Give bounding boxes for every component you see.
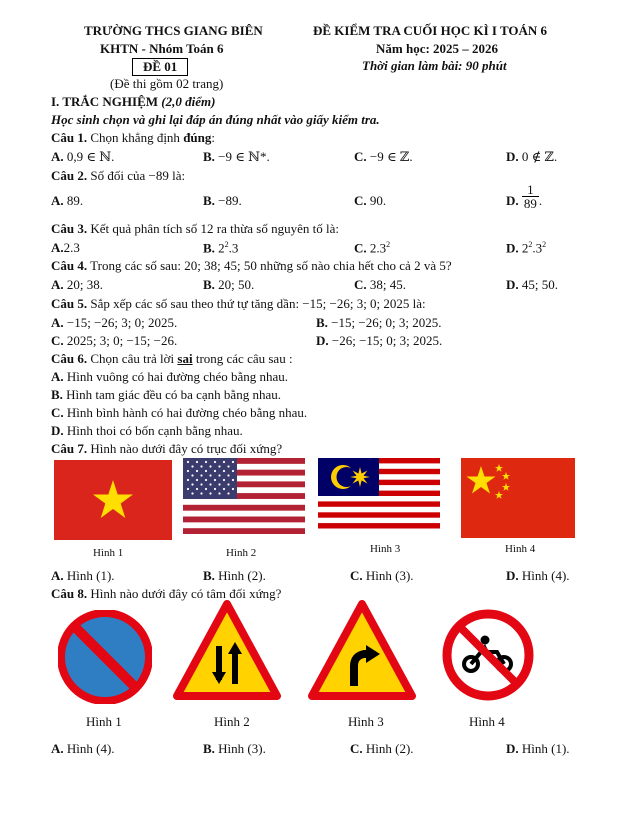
q2-option-d-fraction [522, 183, 539, 210]
section-points: (2,0 điểm) [161, 94, 216, 109]
q8-option-b [203, 741, 266, 757]
school-name: TRƯỜNG THCS GIANG BIÊN [84, 23, 263, 38]
q8-caption-2: Hình 2 [214, 714, 250, 729]
q7-option-c-text: Hình (3). [365, 568, 414, 583]
q1-option-c [354, 149, 413, 165]
q1-option-b-text: −9 ∈ ℕ*. [218, 149, 270, 164]
section-title-main: I. TRẮC NGHIỆM [51, 94, 159, 109]
question-5-text: Sắp xếp các số sau theo thứ tự tăng dần: −15; −26; 3; 0; 2025 là: [90, 296, 426, 311]
q3-option-d-letter: D. [506, 240, 519, 256]
q5-option-c [51, 333, 177, 349]
q1-option-a-letter: A. [51, 149, 64, 164]
q6-option-d-text: Hình thoi có bốn cạnh bằng nhau. [66, 423, 243, 438]
question-4-text: Trong các số sau: 20; 38; 45; 50 những số nào chia hết cho cả 2 và 5? [90, 258, 452, 273]
q7-option-d-text: Hình (4). [521, 568, 570, 583]
question-1-label: Câu 1. [51, 130, 88, 145]
q1-option-b [203, 149, 270, 165]
q2-fraction-numerator: 1 [522, 183, 539, 197]
q3-option-b-letter: B. [203, 240, 215, 256]
question-2 [51, 168, 185, 184]
q7-option-b [203, 568, 266, 584]
q7-option-d-letter: D. [506, 568, 519, 583]
q4-option-b-text: 20; 50. [218, 277, 255, 292]
q4-option-c-text: 38; 45. [369, 277, 407, 292]
q7-option-b-text: Hình (2). [218, 568, 266, 583]
q5-option-a-text: −15; −26; 3; 0; 2025. [66, 315, 178, 330]
q5-option-d-letter: D. [316, 333, 329, 348]
q6-option-b-text: Hình tam giác đều có ba cạnh bằng nhau. [66, 387, 281, 402]
q7-option-b-letter: B. [203, 568, 215, 583]
question-6-pre: Chọn câu trả lời [90, 351, 175, 366]
q1-option-a-text: 0,9 ∈ ℕ. [66, 149, 115, 164]
q3-option-a [51, 240, 80, 256]
q3-option-a-text: 2.3 [63, 240, 80, 255]
q2-option-c-text: 90. [369, 193, 387, 208]
q1-option-b-letter: B. [203, 149, 215, 164]
vietnam-flag-icon [54, 460, 172, 540]
q6-option-a-text: Hình vuông có hai đường chéo bằng nhau. [66, 369, 289, 384]
q8-option-c-text: Hình (2). [365, 741, 414, 756]
question-3-label: Câu 3. [51, 221, 88, 236]
question-2-text: Số đối của −89 là: [90, 168, 186, 183]
page-count: (Đề thi gồm 02 trang) [110, 76, 224, 91]
q8-caption-4: Hình 4 [469, 714, 505, 729]
question-7-label: Câu 7. [51, 441, 88, 456]
q4-option-a-text: 20; 38. [66, 277, 104, 292]
q8-option-a [51, 741, 115, 757]
q5-option-c-text: 2025; 3; 0; −15; −26. [66, 333, 178, 348]
q4-option-d-text: 45; 50. [521, 277, 559, 292]
question-5-label: Câu 5. [51, 296, 88, 311]
q3-option-b-base: 2 [218, 240, 225, 256]
no-motorcycle-sign-icon [441, 608, 535, 702]
q2-option-b-letter: B. [203, 193, 215, 208]
question-1-emphasis: đúng [183, 130, 212, 145]
q2-option-a-text: 89. [66, 193, 84, 208]
q3-option-c-exponent: 2 [386, 240, 391, 249]
q5-option-d-text: −26; −15; 0; 3; 2025. [331, 333, 443, 348]
q7-caption-1: Hình 1 [93, 547, 124, 559]
q3-option-d-base: 2 [521, 240, 529, 256]
exam-title: ĐỀ KIỂM TRA CUỐI HỌC KÌ I TOÁN 6 [313, 23, 548, 38]
q8-option-d-letter: D. [506, 741, 519, 756]
school-year: Năm học: 2025 – 2026 [376, 41, 499, 56]
q7-caption-2: Hình 2 [226, 547, 257, 559]
q3-option-b-exponent: 2 [224, 240, 229, 249]
q1-option-c-letter: C. [354, 149, 367, 164]
q4-option-c [354, 277, 406, 293]
q5-option-b-letter: B. [316, 315, 328, 330]
q3-option-d-exponent-1: 2 [528, 240, 533, 249]
q8-option-a-text: Hình (4). [66, 741, 115, 756]
q7-option-c [350, 568, 414, 584]
q6-option-a [51, 369, 288, 385]
question-6-post: trong các câu sau : [195, 351, 293, 366]
q7-option-c-letter: C. [350, 568, 363, 583]
q1-option-c-text: −9 ∈ ℤ. [369, 149, 413, 164]
q7-option-a-text: Hình (1). [66, 568, 115, 583]
question-6-label: Câu 6. [51, 351, 88, 366]
q8-option-d-text: Hình (1). [521, 741, 570, 756]
q5-option-a-letter: A. [51, 315, 64, 330]
q6-option-b [51, 387, 281, 403]
q6-option-a-letter: A. [51, 369, 64, 384]
question-1-colon: : [211, 130, 216, 145]
question-6 [51, 351, 293, 367]
q3-option-a-letter: A. [51, 240, 64, 255]
no-parking-sign-icon [58, 610, 152, 704]
right-bend-sign-icon [308, 600, 416, 700]
q2-option-a-letter: A. [51, 193, 64, 208]
q2-option-b-text: −89. [218, 193, 242, 208]
q4-option-a-letter: A. [51, 277, 64, 292]
usa-flag-icon [183, 458, 305, 534]
q3-option-b [203, 240, 238, 256]
q7-option-d [506, 568, 570, 584]
q1-option-a [51, 149, 114, 165]
q2-option-d-end: . [538, 193, 543, 208]
q6-option-c-letter: C. [51, 405, 64, 420]
question-1-text: Chọn khẳng định [90, 130, 180, 145]
q5-option-a [51, 315, 177, 331]
q6-option-d-letter: D. [51, 423, 64, 438]
two-way-traffic-sign-icon [173, 600, 281, 700]
q3-option-d-mid: .3 [532, 240, 543, 256]
q4-option-b [203, 277, 254, 293]
q6-option-b-letter: B. [51, 387, 63, 402]
q4-option-d-letter: D. [506, 277, 519, 292]
q3-option-b-rest: .3 [228, 240, 239, 256]
q1-option-d-letter: D. [506, 149, 519, 164]
malaysia-flag-icon [318, 458, 440, 534]
question-8-label: Câu 8. [51, 586, 88, 601]
q8-option-b-text: Hình (3). [218, 741, 266, 756]
question-3 [51, 221, 339, 237]
q8-option-c-letter: C. [350, 741, 363, 756]
q2-option-d-letter: D. [506, 193, 519, 208]
section-title [51, 94, 215, 110]
q3-option-d [506, 240, 546, 256]
question-6-emphasis: sai [177, 351, 193, 366]
q6-option-d [51, 423, 243, 439]
question-2-label: Câu 2. [51, 168, 88, 183]
q4-option-b-letter: B. [203, 277, 215, 292]
question-7 [51, 441, 282, 457]
q6-option-c-text: Hình bình hành có hai đường chéo bằng nhau. [66, 405, 308, 420]
q8-option-b-letter: B. [203, 741, 215, 756]
q3-option-d-exponent-2: 2 [542, 240, 547, 249]
q8-caption-3: Hình 3 [348, 714, 384, 729]
q7-option-a-letter: A. [51, 568, 64, 583]
q3-option-c-base: 2.3 [369, 240, 387, 256]
q5-option-c-letter: C. [51, 333, 64, 348]
china-flag-icon [461, 458, 575, 538]
q2-option-a [51, 193, 83, 209]
question-7-text: Hình nào dưới đây có trục đối xứng? [90, 441, 283, 456]
q8-option-c [350, 741, 414, 757]
section-instruction: Học sinh chọn và ghi lại đáp án đúng nhất vào giấy kiểm tra. [51, 112, 380, 127]
q4-option-c-letter: C. [354, 277, 367, 292]
question-4-label: Câu 4. [51, 258, 88, 273]
exam-code: ĐỀ 01 [132, 58, 188, 76]
question-8-text: Hình nào dưới đây có tâm đối xứng? [90, 586, 282, 601]
q5-option-b-text: −15; −26; 0; 3; 2025. [331, 315, 442, 330]
q8-caption-1: Hình 1 [86, 714, 122, 729]
q3-option-c [354, 240, 390, 256]
question-3-text: Kết quả phân tích số 12 ra thừa số nguyên tố là: [90, 221, 339, 236]
q3-option-c-letter: C. [354, 240, 367, 256]
q2-option-b [203, 193, 242, 209]
question-5 [51, 296, 426, 312]
q7-option-a [51, 568, 115, 584]
q8-option-a-letter: A. [51, 741, 64, 756]
q2-option-c [354, 193, 386, 209]
q7-caption-3: Hình 3 [370, 543, 401, 555]
q1-option-d [506, 149, 557, 165]
q2-option-d [506, 181, 543, 211]
question-4 [51, 258, 452, 274]
q6-option-c [51, 405, 307, 421]
q4-option-a [51, 277, 103, 293]
q5-option-b [316, 315, 442, 331]
q2-option-c-letter: C. [354, 193, 367, 208]
q8-option-d [506, 741, 570, 757]
exam-duration: Thời gian làm bài: 90 phút [362, 58, 507, 73]
q2-fraction-denominator: 89 [523, 195, 537, 211]
q4-option-d [506, 277, 558, 293]
department-group: KHTN - Nhóm Toán 6 [100, 41, 224, 56]
question-1 [51, 130, 215, 146]
q5-option-d [316, 333, 442, 349]
q7-caption-4: Hình 4 [505, 543, 536, 555]
q1-option-d-text: 0 ∉ ℤ. [521, 149, 558, 164]
